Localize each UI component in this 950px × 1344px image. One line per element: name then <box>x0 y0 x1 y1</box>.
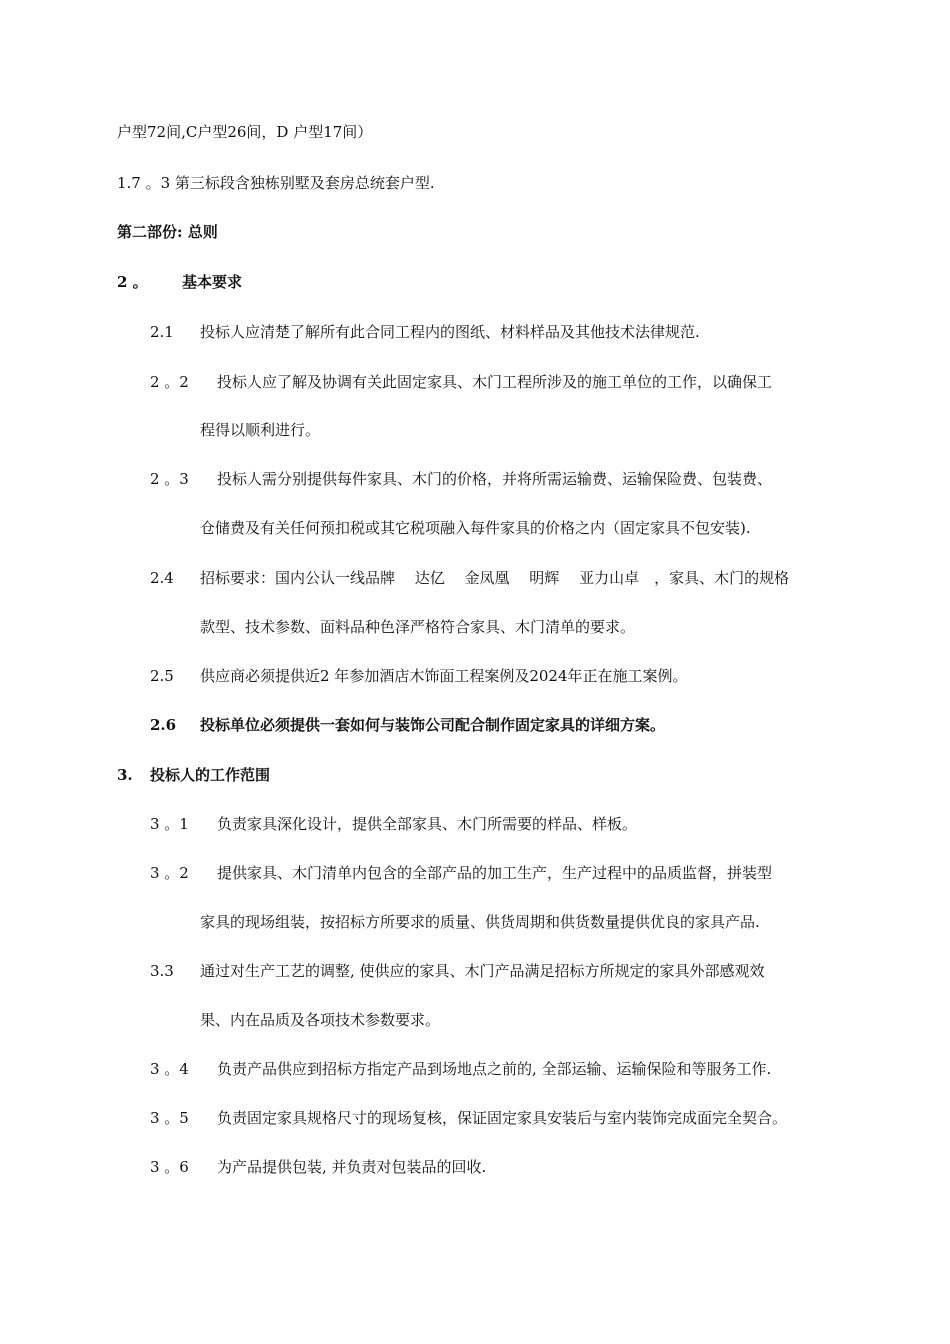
item-2-4-number: 2.4 <box>150 569 174 587</box>
clause-1-7-3: 1.7 。3 第三标段含独栋别墅及套房总统套户型. <box>117 174 435 192</box>
item-2-3-text: 投标人需分别提供每件家具、木门的价格，并将所需运输费、运输保险费、包装费、 <box>217 470 773 488</box>
continued-text-line: 户型72间,C户型26间，D 户型17间） <box>117 123 373 141</box>
item-2-4-text: 招标要求：国内公认一线品牌 达亿 金凤凰 明辉 亚力山卓 ，家具、木门的规格 <box>200 569 790 587</box>
item-2-3-text-continued: 仓储费及有关任何预扣税或其它税项融入每件家具的价格之内（固定家具不包安装). <box>200 519 751 537</box>
item-2-5-text: 供应商必须提供近2 年参加酒店木饰面工程案例及2024年正在施工案例。 <box>200 667 688 685</box>
section-3-number: 3. <box>117 766 133 784</box>
item-2-4-text-continued: 款型、技术参数、面料品种色泽严格符合家具、木门清单的要求。 <box>200 618 636 636</box>
item-2-1-text: 投标人应清楚了解所有此合同工程内的图纸、材料样品及其他技术法律规范. <box>200 323 700 341</box>
item-3-1-number: 3 。1 <box>150 815 189 833</box>
item-3-4-number: 3 。4 <box>150 1060 189 1078</box>
section-3-heading: 投标人的工作范围 <box>150 766 271 784</box>
item-3-2-text-continued: 家具的现场组装，按招标方所要求的质量、供货周期和供货数量提供优良的家具产品. <box>200 913 760 931</box>
section-2-heading: 基本要求 <box>182 273 243 291</box>
item-3-1-text: 负责家具深化设计，提供全部家具、木门所需要的样品、样板。 <box>217 815 638 833</box>
item-2-6-number: 2.6 <box>150 716 177 734</box>
item-3-6-text: 为产品提供包装, 并负责对包装品的回收. <box>217 1158 487 1176</box>
item-2-2-text-continued: 程得以顺利进行。 <box>200 421 321 439</box>
item-2-6-text: 投标单位必须提供一套如何与装饰公司配合制作固定家具的详细方案。 <box>200 716 666 734</box>
item-3-2-number: 3 。2 <box>150 864 189 882</box>
section-2-number: 2 。 <box>117 273 148 291</box>
item-3-4-text: 负责产品供应到招标方指定产品到场地点之前的, 全部运输、运输保险和等服务工作. <box>217 1060 772 1078</box>
item-2-2-text: 投标人应了解及协调有关此固定家具、木门工程所涉及的施工单位的工作，以确保工 <box>217 373 773 391</box>
item-2-5-number: 2.5 <box>150 667 174 685</box>
item-2-3-number: 2 。3 <box>150 470 189 488</box>
item-3-3-text-continued: 果、内在品质及各项技术参数要求。 <box>200 1011 441 1029</box>
item-3-5-number: 3 。5 <box>150 1109 189 1127</box>
item-3-6-number: 3 。6 <box>150 1158 189 1176</box>
item-3-2-text: 提供家具、木门清单内包含的全部产品的加工生产，生产过程中的品质监督，拼装型 <box>217 864 773 882</box>
item-3-3-number: 3.3 <box>150 962 174 980</box>
item-3-5-text: 负责固定家具规格尺寸的现场复核，保证固定家具安装后与室内装饰完成面完全契合。 <box>217 1109 788 1127</box>
item-2-2-number: 2 。2 <box>150 373 189 391</box>
item-2-1-number: 2.1 <box>150 323 174 341</box>
item-3-3-text: 通过对生产工艺的调整, 使供应的家具、木门产品满足招标方所规定的家具外部感观效 <box>200 962 765 980</box>
part-two-heading: 第二部份: 总则 <box>117 223 218 241</box>
